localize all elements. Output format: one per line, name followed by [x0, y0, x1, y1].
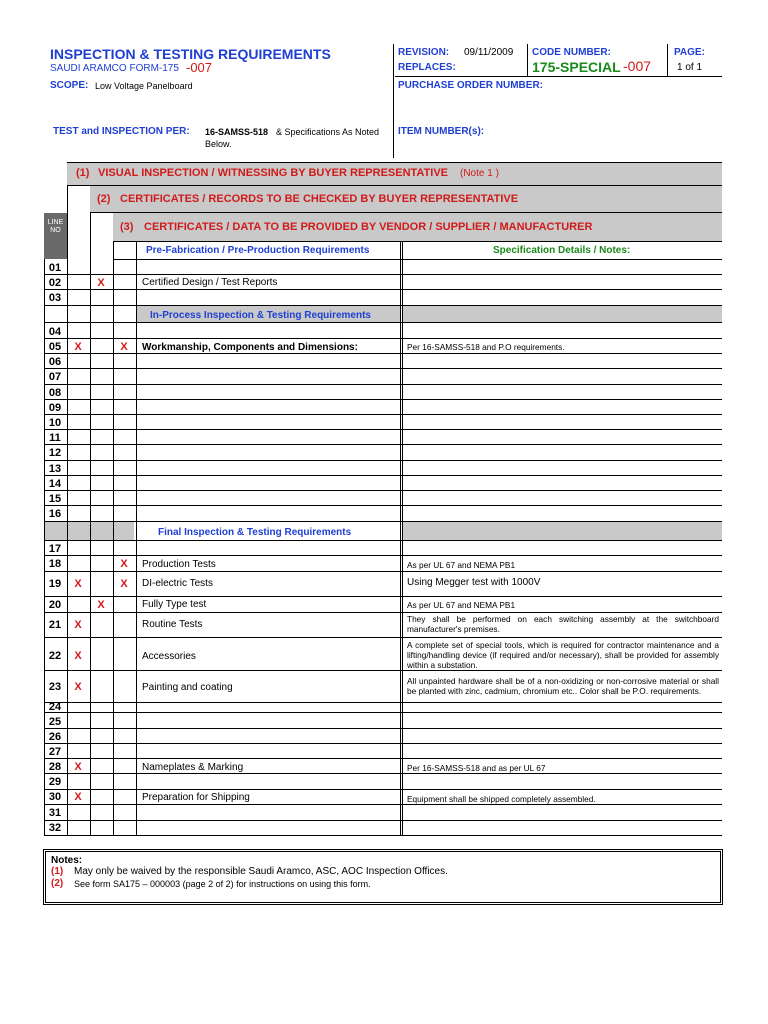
section-1-title: VISUAL INSPECTION / WITNESSING BY BUYER REPRESENTATIVE: [98, 167, 449, 179]
row-divider: [44, 521, 722, 522]
line-number: 27: [48, 746, 62, 758]
line-number: 05: [48, 341, 62, 353]
po-label: PURCHASE ORDER NUMBER:: [398, 80, 544, 91]
row-divider: [44, 305, 722, 306]
row-divider: [44, 728, 722, 729]
line-number: 22: [48, 650, 62, 662]
line-number: 25: [48, 716, 62, 728]
form-suffix: -007: [186, 60, 213, 75]
test-rest: & Specifications As Noted: [276, 127, 380, 137]
test-label: TEST and INSPECTION PER:: [53, 126, 190, 137]
line-number: 19: [48, 578, 62, 590]
test-standard: 16-SAMSS-518: [205, 127, 269, 137]
row-divider: [44, 399, 722, 400]
row-divider: [44, 612, 722, 613]
check-mark-col3: X: [120, 341, 128, 353]
requirement-desc: Nameplates & Marking: [142, 762, 244, 773]
scope-value: Low Voltage Panelboard: [95, 81, 193, 91]
row-divider: [44, 274, 722, 275]
spec-detail: Per 16-SAMSS-518 and as per UL 67: [407, 763, 546, 773]
row-divider: [44, 820, 722, 821]
line-number: 32: [48, 822, 62, 834]
row-divider: [44, 540, 722, 541]
check-mark-col1: X: [74, 650, 82, 662]
line-number: 26: [48, 731, 62, 743]
code-number-value: 175-SPECIAL: [532, 59, 621, 75]
row-divider: [44, 368, 722, 369]
notes-title: Notes:: [51, 855, 83, 866]
note-1-text: May only be waived by the responsible Saudi Aramco, ASC, AOC Inspection Offices.: [74, 866, 448, 877]
revision-value: 09/11/2009: [464, 47, 514, 58]
spec-detail: As per UL 67 and NEMA PB1: [407, 560, 516, 570]
row-divider: [44, 670, 722, 671]
final-header: Final Inspection & Testing Requirements: [158, 527, 352, 538]
spec-detail: As per UL 67 and NEMA PB1: [407, 600, 516, 610]
form-title: INSPECTION & TESTING REQUIREMENTS: [50, 46, 331, 62]
line-number: 14: [48, 478, 62, 490]
check-mark-col1: X: [74, 619, 82, 631]
code-number-label: CODE NUMBER:: [532, 47, 611, 58]
item-number-label: ITEM NUMBER(s):: [398, 126, 485, 137]
line-number: 07: [48, 371, 62, 383]
row-divider: [44, 789, 722, 790]
requirement-desc: DI-electric Tests: [142, 578, 213, 589]
spec-detail: be planted with zinc, cadmium, chromium etc.. Color shall be P.O. requirements.: [407, 686, 702, 696]
section-3-number: (3): [120, 221, 134, 233]
row-divider: [44, 596, 722, 597]
line-number: 31: [48, 807, 62, 819]
check-mark-col1: X: [74, 761, 82, 773]
check-mark-col3: X: [120, 578, 128, 590]
row-divider: [44, 555, 722, 556]
row-divider: [44, 384, 722, 385]
row-divider: [44, 758, 722, 759]
check-mark-col3: X: [120, 558, 128, 570]
row-divider: [44, 637, 722, 638]
row-divider: [44, 322, 722, 323]
line-number: 13: [48, 463, 62, 475]
requirement-desc: Certified Design / Test Reports: [142, 277, 278, 288]
requirement-desc: Accessories: [142, 651, 196, 662]
line-number: 16: [48, 508, 62, 520]
check-mark-col1: X: [74, 681, 82, 693]
section-1-note: (Note 1 ): [460, 168, 499, 179]
pre-fab-header: Pre-Fabrication / Pre-Production Requirements: [146, 245, 370, 256]
requirement-desc: Routine Tests: [142, 619, 203, 630]
check-mark-col2: X: [97, 277, 105, 289]
note-1-number: (1): [51, 866, 64, 877]
line-number: 08: [48, 387, 62, 399]
spec-detail: manufacturer's premises.: [407, 624, 500, 634]
row-divider: [44, 571, 722, 572]
requirement-desc: Preparation for Shipping: [142, 792, 250, 803]
spec-detail: Using Megger test with 1000V: [407, 577, 541, 588]
spec-details-header: Specification Details / Notes:: [493, 245, 631, 256]
line-number: 12: [48, 447, 62, 459]
spec-detail: lifting/handling device (if required and/or necessary), shall be provided for assembly: [407, 650, 719, 660]
line-number: 21: [48, 619, 62, 631]
row-divider: [44, 505, 722, 506]
row-divider: [44, 804, 722, 805]
note-2-number: (2): [51, 878, 64, 889]
check-mark-col1: X: [74, 341, 82, 353]
spec-detail: within a substation.: [407, 660, 478, 670]
line-number: 18: [48, 558, 62, 570]
section-2-title: CERTIFICATES / RECORDS TO BE CHECKED BY BUYER REPRESENTATIVE: [120, 193, 519, 205]
row-divider: [44, 444, 722, 445]
row-divider: [44, 460, 722, 461]
line-number: 03: [48, 292, 62, 304]
row-divider: [44, 835, 722, 836]
line-number: 17: [48, 543, 62, 555]
revision-label: REVISION:: [398, 47, 450, 58]
line-number: 09: [48, 402, 62, 414]
spec-detail: Per 16-SAMSS-518 and P.O requirements.: [407, 342, 565, 352]
test-rest-2: Below.: [205, 139, 232, 149]
spec-detail: All unpainted hardware shall be of a non-oxidizing or non-corrosive material or shall: [407, 676, 719, 686]
row-divider: [44, 712, 722, 713]
line-number: 15: [48, 493, 62, 505]
replaces-label: REPLACES:: [398, 62, 456, 73]
line-number: 23: [48, 681, 62, 693]
line-number: 01: [48, 262, 62, 274]
requirement-desc: Painting and coating: [142, 682, 233, 693]
in-process-header: In-Process Inspection & Testing Requirements: [150, 310, 371, 321]
scope-label: SCOPE:: [50, 80, 89, 91]
requirement-desc: Fully Type test: [142, 599, 207, 610]
line-number: 11: [49, 432, 61, 444]
section-1-number: (1): [76, 167, 90, 179]
form-label: SAUDI ARAMCO FORM-175: [50, 63, 179, 74]
check-mark-col2: X: [97, 599, 105, 611]
requirement-desc: Production Tests: [142, 559, 216, 570]
page-label: PAGE:: [674, 47, 705, 58]
code-number-suffix: -007: [623, 58, 652, 74]
requirement-desc: Workmanship, Components and Dimensions:: [142, 342, 358, 353]
row-divider: [44, 475, 722, 476]
row-divider: [44, 702, 722, 703]
line-number: 02: [48, 277, 62, 289]
row-divider: [44, 338, 722, 339]
row-divider: [44, 414, 722, 415]
line-number: 28: [48, 761, 62, 773]
line-number: 10: [48, 417, 62, 429]
row-divider: [44, 773, 722, 774]
line-number: 24: [48, 701, 62, 713]
page-value: 1 of 1: [677, 62, 703, 73]
row-divider: [44, 429, 722, 430]
line-number: 20: [48, 599, 62, 611]
line-no-header: [44, 213, 67, 259]
spec-detail: A complete set of special tools, which is required for contractor maintenance and a: [407, 640, 719, 650]
line-number: 06: [48, 356, 62, 368]
notes-box: [45, 851, 721, 903]
row-divider: [44, 353, 722, 354]
row-divider: [44, 743, 722, 744]
line-number: 29: [48, 776, 62, 788]
spec-detail: Equipment shall be shipped completely assembled.: [407, 794, 596, 804]
section-2-number: (2): [97, 193, 111, 205]
spec-detail: They shall be performed on each switching assembly at the switchboard: [407, 614, 719, 624]
check-mark-col1: X: [74, 578, 82, 590]
section-3-title: CERTIFICATES / DATA TO BE PROVIDED BY VENDOR / SUPPLIER / MANUFACTURER: [144, 221, 593, 233]
line-label: LINE: [47, 219, 64, 226]
line-number: 04: [48, 326, 62, 338]
note-2-text: See form SA175 – 000003 (page 2 of 2) for instructions on using this form.: [74, 879, 371, 889]
row-divider: [44, 490, 722, 491]
row-divider: [44, 289, 722, 290]
line-number: 30: [48, 791, 62, 803]
no-label: NO: [50, 227, 61, 234]
check-mark-col1: X: [74, 791, 82, 803]
